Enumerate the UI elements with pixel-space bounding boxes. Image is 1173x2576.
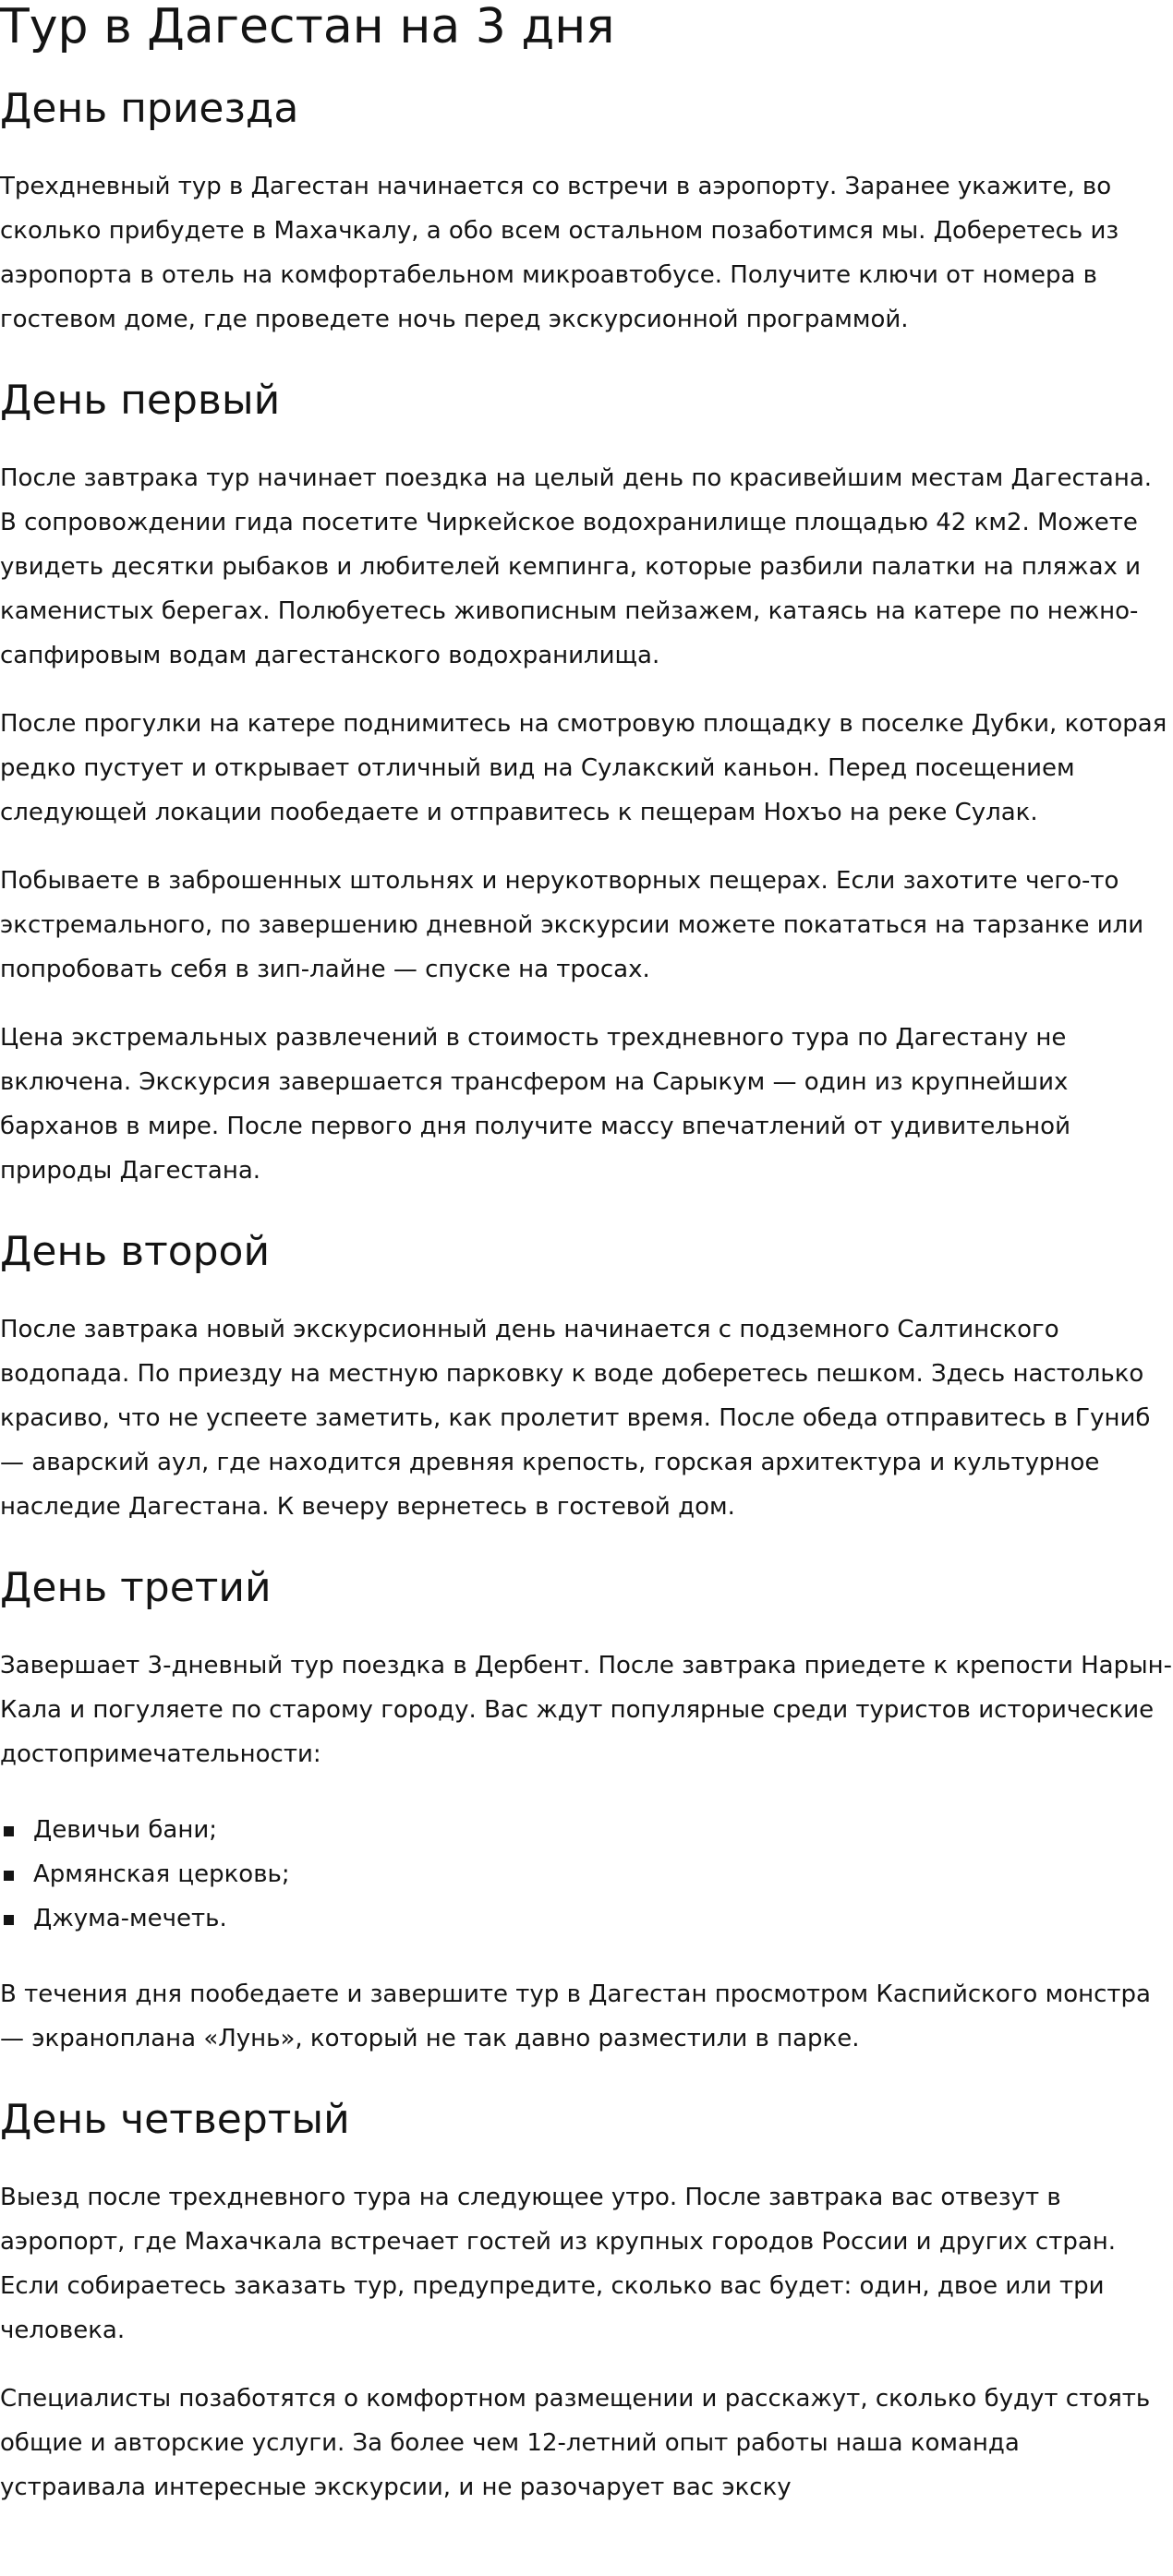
paragraph: Специалисты позаботятся о комфортном размещении и расскажут, сколько будут стоять общие и авторские услуги. За более чем 12-летний опыт работы наша команда устраивала интересные экскурсии, и не разочарует вас экску <box>0 2385 1151 2501</box>
paragraph: После завтрака тур начинает поездка на целый день по красивейшим местам Дагестана. В сопровождении гида посетите Чиркейское водохранилище площадью 42 км2. Можете увидеть десятки рыбаков и любителей кемпинга, которые разбили палатки на пляжах и каменистых берегах. Полюбуетесь живописным пейзажем, катаясь на катере по нежно-сапфировым водам дагестанского водохранилища. <box>0 464 1153 669</box>
section-day-three <box>0 1564 1173 2061</box>
list-item <box>0 1808 1173 1852</box>
square-bullet-icon <box>4 1871 14 1881</box>
list-item <box>0 1896 1173 1941</box>
list-item <box>0 1852 1173 1896</box>
section-heading: День третий <box>0 1564 272 1611</box>
paragraph: После завтрака новый экскурсионный день начинается с подземного Салтинского водопада. По приезду на местную парковку к воде доберетесь пешком. Здесь настолько красиво, что не успеете заметить, как пролетит время. После обеда отправитесь в Гуниб — аварский аул, где находится древняя крепость, горская архитектура и культурное наследие Дагестана. К вечеру вернетесь в гостевой дом. <box>0 1316 1151 1521</box>
paragraph: В течения дня пообедаете и завершите тур в Дагестан просмотром Каспийского монстра — экраноплана «Лунь», который не так давно разместили в парке. <box>0 1980 1151 2052</box>
section-heading: День четвертый <box>0 2096 350 2143</box>
sights-list <box>0 1808 1173 1941</box>
section-arrival-day <box>0 85 1173 342</box>
paragraph: Завершает 3-дневный тур поездка в Дербент. После завтрака приедете к крепости Нарын-Кала и погуляете по старому городу. Вас ждут популярные среди туристов исторические достопримечательности: <box>0 1652 1173 1768</box>
paragraph: После прогулки на катере поднимитесь на смотровую площадку в поселке Дубки, которая редко пустует и открывает отличный вид на Сулакский каньон. Перед посещением следующей локации пообедаете и отправитесь к пещерам Нохъо на реке Сулак. <box>0 710 1167 826</box>
list-item-text: Джума-мечеть. <box>33 1905 227 1932</box>
section-heading: День первый <box>0 377 281 424</box>
paragraph: Цена экстремальных развлечений в стоимость трехдневного тура по Дагестану не включена. Экскурсия завершается трансфером на Сарыкум — один из крупнейших барханов в мире. После первого дня получите массу впечатлений от удивительной природы Дагестана. <box>0 1024 1070 1185</box>
section-heading: День приезда <box>0 85 299 132</box>
square-bullet-icon <box>4 1826 14 1836</box>
square-bullet-icon <box>4 1915 14 1925</box>
paragraph: Трехдневный тур в Дагестан начинается со встречи в аэропорту. Заранее укажите, во сколько прибудете в Махачкалу, а обо всем остальном позаботимся мы. Доберетесь из аэропорта в отель на комфортабельном микроавтобусе. Получите ключи от номера в гостевом доме, где проведете ночь перед экскурсионной программой. <box>0 173 1119 333</box>
list-item-text: Армянская церковь; <box>33 1860 290 1888</box>
list-item-text: Девичьи бани; <box>33 1816 217 1844</box>
section-day-four <box>0 2096 1173 2510</box>
section-heading: День второй <box>0 1228 271 1275</box>
section-day-one <box>0 377 1173 1193</box>
page-title: Тур в Дагестан на 3 дня <box>0 0 615 54</box>
section-day-two <box>0 1228 1173 1529</box>
paragraph: Побываете в заброшенных штольнях и нерукотворных пещерах. Если захотите чего-то экстремального, по завершению дневной экскурсии можете покататься на тарзанке или попробовать себя в зип-лайне — спуске на тросах. <box>0 867 1144 983</box>
paragraph: Выезд после трехдневного тура на следующее утро. После завтрака вас отвезут в аэропорт, где Махачкала встречает гостей из крупных городов России и других стран. Если собираетесь заказать тур, предупредите, сколько вас будет: один, двое или три человека. <box>0 2184 1117 2344</box>
